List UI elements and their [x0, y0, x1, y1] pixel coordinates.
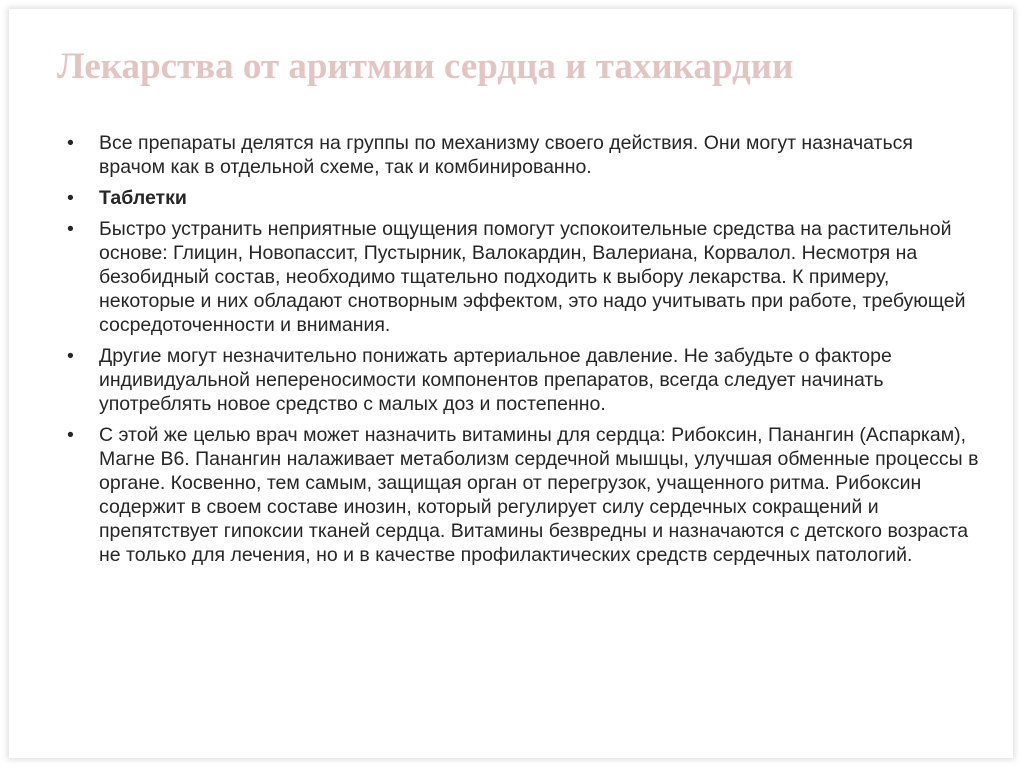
bullet-list — [67, 131, 979, 574]
bullet-text: С этой же целью врач может назначить витамины для сердца: Рибоксин, Панангин (Аспаркам), Магне В6. Панангин налаживает метаболизм сердечной мышцы, улучшая обменные процессы в органе. Косвенно, тем самым, защищая орган от перегрузок, учащенного ритма. Рибоксин содержит в своем составе инозин, который регулирует силу сердечных сокращений и препятствует гипоксии тканей сердца. Витамины безвредны и назначаются с детского возраста не только для лечения, но и в качестве профилактических средств сердечных патологий. — [99, 424, 979, 566]
bullet-text: Все препараты делятся на группы по механизму своего действия. Они могут назначаться врачом как в отдельной схеме, так и комбинированно. — [99, 132, 913, 178]
bullet-item — [67, 344, 979, 416]
bullet-heading-tablets: Таблетки — [99, 187, 187, 209]
bullet-text: Быстро устранить неприятные ощущения помогут успокоительные средства на растительной основе: Глицин, Новопассит, Пустырник, Валокардин, Валериана, Корвалол. Несмотря на безобидный состав, необходимо тщательно подходить к выбору лекарства. К примеру, некоторые и них обладают снотворным эффектом, это надо учитывать при работе, требующей сосредоточенности и внимания. — [99, 218, 966, 336]
bullet-dot-icon: • — [67, 345, 74, 367]
bullet-dot-icon: • — [67, 218, 74, 240]
bullet-text: Другие могут незначительно понижать артериальное давление. Не забудьте о факторе индивидуальной непереносимости компонентов препаратов, всегда следует начинать употреблять новое средство с малых доз и постепенно. — [99, 345, 892, 415]
slide — [9, 9, 1013, 758]
bullet-dot-icon: • — [67, 132, 74, 154]
bullet-item-heading — [67, 186, 979, 210]
slide-title: Лекарства от аритмии сердца и тахикардии — [57, 46, 794, 87]
bullet-item — [67, 423, 979, 567]
bullet-item — [67, 217, 979, 337]
bullet-item — [67, 131, 979, 179]
bullet-dot-icon: • — [67, 424, 74, 446]
bullet-dot-icon: • — [67, 187, 74, 209]
